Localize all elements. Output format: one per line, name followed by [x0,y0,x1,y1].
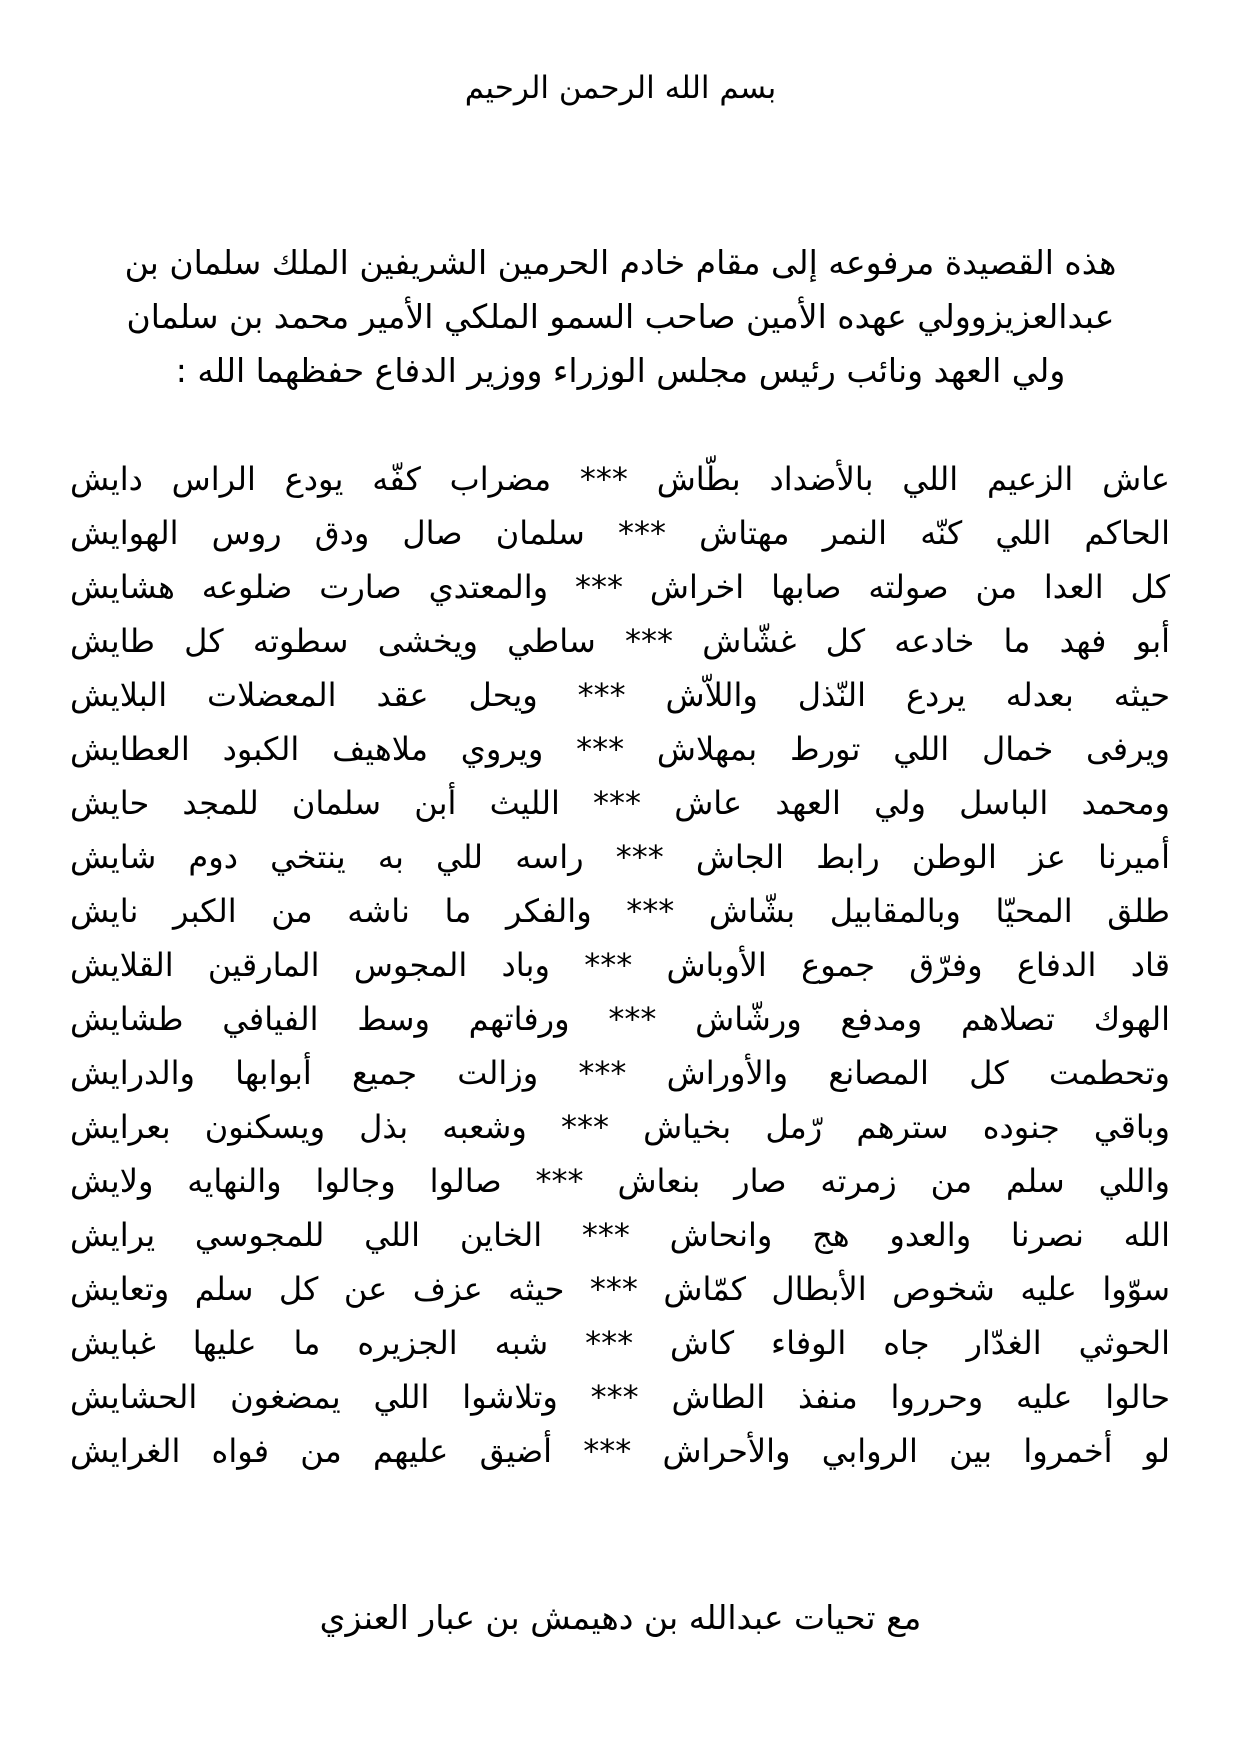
poem-verse: عاش الزعيم اللي بالأضداد بطّاش *** مضراب كفّه يودع الراس دايش [70,460,1170,498]
poem-verse: طلق المحيّا وبالمقابيل بشّاش *** والفكر ما ناشه من الكبر نايش [70,892,1170,930]
poem-verse: الهوك تصلاهم ومدفع ورشّاش *** ورفاتهم وسط الفيافي طشايش [70,1000,1170,1038]
dedication-paragraph [80,236,1161,398]
poem-verse: واللي سلم من زمرته صار بنعاش *** صالوا وجالوا والنهايه ولايش [70,1162,1170,1200]
poem-verse: حالوا عليه وحرروا منفذ الطاش *** وتلاشوا اللي يمضغون الحشايش [70,1378,1170,1416]
poem-verse: كل العدا من صولته صابها اخراش *** والمعتدي صارت ضلوعه هشايش [70,568,1170,606]
poem-verse: ويرفى خمال اللي تورط بمهلاش *** ويروي ملاهيف الكبود العطايش [70,730,1170,768]
poem-verse: الحوثي الغدّار جاه الوفاء كاش *** شبه الجزيره ما عليها غبايش [70,1324,1170,1362]
poem-verse: الله نصرنا والعدو هج وانحاش *** الخاين اللي للمجوسي يرايش [70,1216,1170,1254]
poem-verse: الحاكم اللي كنّه النمر مهتاش *** سلمان صال ودق روس الهوايش [70,514,1170,552]
poem-verse: لو أخمروا بين الروابي والأحراش *** أضيق عليهم من فواه الغرايش [70,1432,1170,1470]
poem-verse: ومحمد الباسل ولي العهد عاش *** الليث أبن سلمان للمجد حايش [70,784,1170,822]
signature-line: مع تحيات عبدالله بن دهيمش بن عبار العنزي [319,1598,922,1637]
poem-verse: أميرنا عز الوطن رابط الجاش *** راسه للي به ينتخي دوم شايش [70,838,1170,876]
poem-verse: وباقي جنوده سترهم رّمل بخياش *** وشعبه بذل ويسكنون بعرايش [70,1108,1170,1146]
poem-verse: قاد الدفاع وفرّق جموع الأوباش *** وباد المجوس المارقين القلايش [70,946,1170,984]
poem-verse: وتحطمت كل المصانع والأوراش *** وزالت جميع أبوابها والدرايش [70,1054,1170,1092]
basmala-heading: بسم الله الرحمن الرحيم [464,70,777,106]
dedication-line: ولي العهد ونائب رئيس مجلس الوزراء ووزير الدفاع حفظهما الله : [175,351,1066,390]
poem-verse: أبو فهد ما خادعه كل غشّاش *** ساطي ويخشى سطوته كل طايش [70,622,1170,660]
dedication-line: هذه القصيدة مرفوعه إلى مقام خادم الحرمين الشريفين الملك سلمان بن [124,243,1117,282]
poem-verses [70,452,1170,1478]
dedication-line: عبدالعزيزوولي عهده الأمين صاحب السمو الملكي الأمير محمد بن سلمان [126,297,1115,336]
poem-verse: سوّوا عليه شخوص الأبطال كمّاش *** حيثه عزف عن كل سلم وتعايش [70,1270,1170,1308]
poem-verse: حيثه بعدله يردع النّذل واللاّش *** ويحل عقد المعضلات البلايش [70,676,1170,714]
